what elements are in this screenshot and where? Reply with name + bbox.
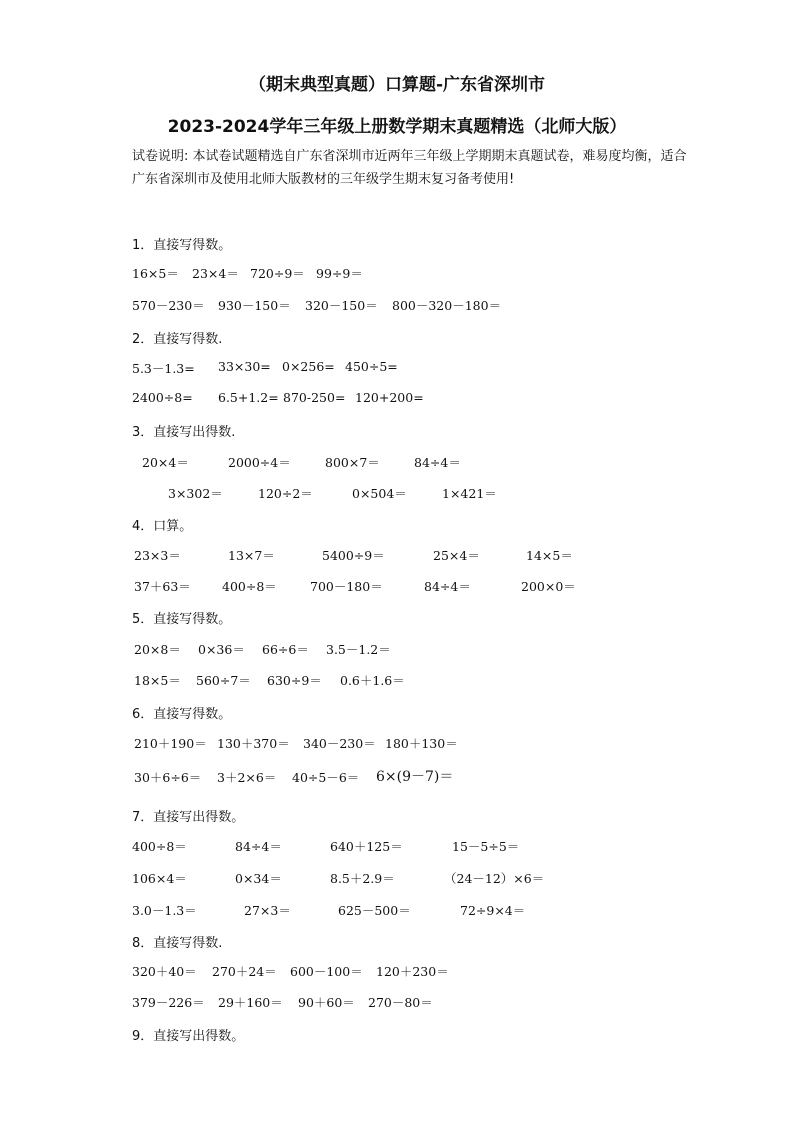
question-7-item: 8.5＋2.9＝ <box>330 871 395 886</box>
question-6-item: 130＋370＝ <box>217 736 290 751</box>
question-4-item: 37＋63＝ <box>134 579 191 594</box>
question-6-item: 6×(9－7)＝ <box>376 769 454 785</box>
question-4-item: 14×5＝ <box>526 548 573 563</box>
question-4-item: 700－180＝ <box>310 579 383 594</box>
question-6-item: 340－230＝ <box>303 736 376 751</box>
question-3-title: 3．直接写出得数. <box>132 425 236 440</box>
question-2-item: 870-250= <box>283 390 346 405</box>
question-4-item: 25×4＝ <box>433 548 480 563</box>
question-7-item: 400÷8＝ <box>132 839 187 854</box>
question-8-item: 320＋40＝ <box>132 964 197 979</box>
question-7-item: 106×4＝ <box>132 871 187 886</box>
question-7-item: （24－12）×6＝ <box>444 871 545 886</box>
question-2-item: 5.3－1.3= <box>132 361 195 376</box>
question-4-item: 13×7＝ <box>228 548 275 563</box>
question-5-item: 0×36＝ <box>198 642 245 657</box>
document-title-line-1: （期末典型真题）口算题-广东省深圳市 <box>248 75 546 95</box>
question-6-title: 6．直接写得数。 <box>132 707 232 722</box>
question-8-item: 600－100＝ <box>290 964 363 979</box>
question-8-item: 90＋60＝ <box>298 995 355 1010</box>
question-8-item: 120＋230＝ <box>376 964 449 979</box>
question-2-item: 0×256= <box>282 359 335 374</box>
question-5-item: 0.6＋1.6＝ <box>340 673 405 688</box>
question-3-item: 0×504＝ <box>352 486 407 501</box>
question-4-item: 5400÷9＝ <box>322 548 385 563</box>
question-8-title: 8．直接写得数. <box>132 936 223 951</box>
question-1-item: 800－320－180＝ <box>392 298 502 313</box>
question-5-item: 66÷6＝ <box>262 642 309 657</box>
question-2-item: 120+200= <box>355 390 424 405</box>
question-3-item: 20×4＝ <box>142 455 189 470</box>
question-7-title: 7．直接写出得数。 <box>132 810 245 825</box>
question-3-item: 800×7＝ <box>325 455 380 470</box>
question-6-item: 210＋190＝ <box>134 736 207 751</box>
document-title-line-2: 2023-2024学年三年级上册数学期末真题精选（北师大版） <box>167 117 627 137</box>
question-5-item: 20×8＝ <box>134 642 181 657</box>
question-1-item: 16×5＝ <box>132 266 179 281</box>
question-1-item: 930－150＝ <box>218 298 291 313</box>
question-3-item: 3×302＝ <box>168 486 223 501</box>
question-9-title: 9．直接写出得数。 <box>132 1029 245 1044</box>
question-7-item: 0×34＝ <box>235 871 282 886</box>
question-3-item: 84÷4＝ <box>414 455 461 470</box>
question-4-item: 23×3＝ <box>134 548 181 563</box>
question-1-item: 320－150＝ <box>305 298 378 313</box>
question-5-title: 5．直接写得数。 <box>132 612 232 627</box>
question-2-title: 2．直接写得数. <box>132 332 223 347</box>
question-7-item: 3.0－1.3＝ <box>132 903 197 918</box>
question-1-item: 99÷9＝ <box>316 266 363 281</box>
question-7-item: 72÷9×4＝ <box>460 903 526 918</box>
question-7-item: 84÷4＝ <box>235 839 282 854</box>
question-6-item: 3＋2×6＝ <box>217 770 277 785</box>
question-1-item: 720÷9＝ <box>250 266 305 281</box>
question-4-item: 200×0＝ <box>521 579 576 594</box>
question-4-item: 84÷4＝ <box>424 579 471 594</box>
question-3-item: 120÷2＝ <box>258 486 313 501</box>
question-8-item: 379－226＝ <box>132 995 205 1010</box>
question-8-item: 29＋160＝ <box>218 995 283 1010</box>
question-5-item: 18×5＝ <box>134 673 181 688</box>
question-2-item: 2400÷8= <box>132 390 193 405</box>
question-2-item: 450÷5= <box>345 359 398 374</box>
question-5-item: 630÷9＝ <box>267 673 322 688</box>
question-7-item: 640＋125＝ <box>330 839 403 854</box>
question-6-item: 30＋6÷6＝ <box>134 770 202 785</box>
question-5-item: 560÷7＝ <box>196 673 251 688</box>
question-6-item: 180＋130＝ <box>385 736 458 751</box>
question-4-title: 4．口算。 <box>132 519 193 534</box>
question-2-item: 6.5+1.2= <box>218 390 279 405</box>
question-2-item: 33×30= <box>218 359 271 374</box>
question-3-item: 2000÷4＝ <box>228 455 291 470</box>
question-8-item: 270＋24＝ <box>212 964 277 979</box>
question-7-item: 625－500＝ <box>338 903 411 918</box>
question-1-item: 570－230＝ <box>132 298 205 313</box>
question-7-item: 15－5÷5＝ <box>452 839 520 854</box>
question-6-item: 40÷5－6＝ <box>292 770 360 785</box>
question-8-item: 270－80＝ <box>368 995 433 1010</box>
question-7-item: 27×3＝ <box>244 903 291 918</box>
question-5-item: 3.5－1.2＝ <box>326 642 391 657</box>
question-4-item: 400÷8＝ <box>222 579 277 594</box>
document-intro: 试卷说明: 本试卷试题精选自广东省深圳市近两年三年级上学期期末真题试卷，难易度均衡，适合广东省深圳市及使用北师大版教材的三年级学生期末复习备考使用! <box>132 149 687 187</box>
question-1-title: 1．直接写得数。 <box>132 238 232 253</box>
question-1-item: 23×4＝ <box>192 266 239 281</box>
question-3-item: 1×421＝ <box>442 486 497 501</box>
